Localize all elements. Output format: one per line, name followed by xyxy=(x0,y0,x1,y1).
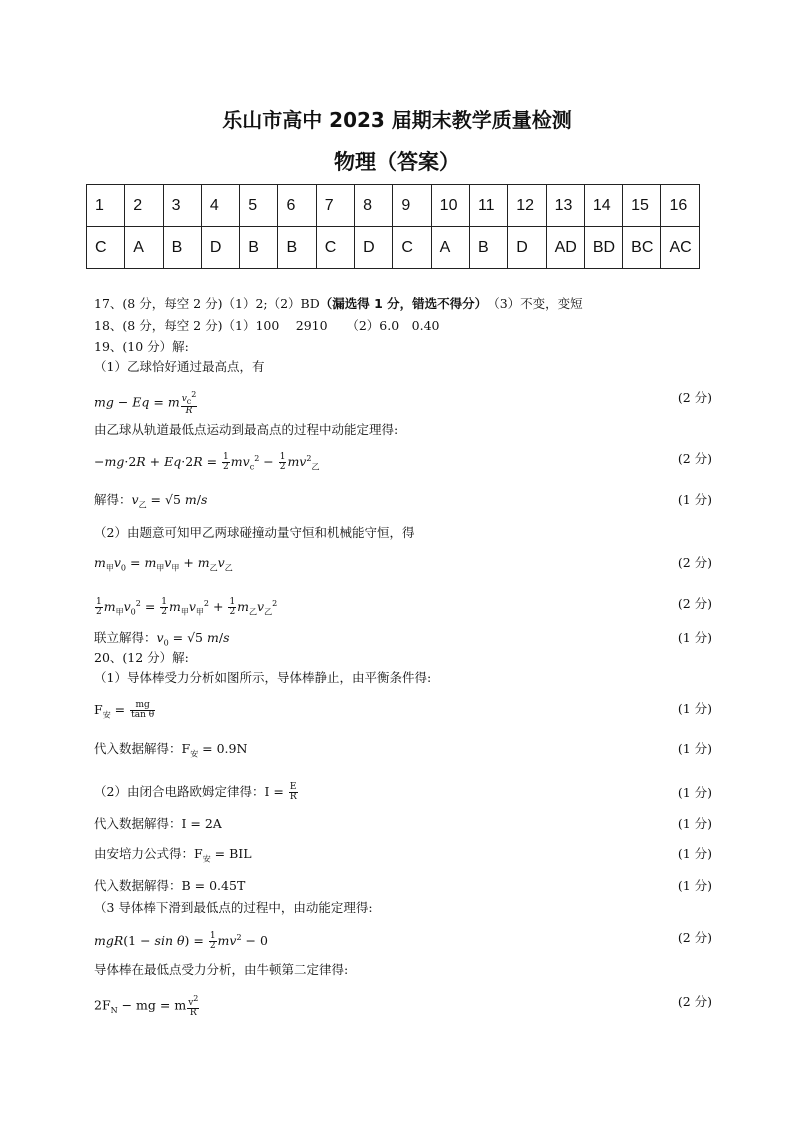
answer-table-answer-cell: C xyxy=(316,227,354,269)
answer-table-answer-cell: BD xyxy=(584,227,622,269)
q19-equation-4: $\frac{1}{2}$ $m_甲v_0^2$ = $\frac{1}{2}$ $m_甲v_甲^2$ + $\frac{1}{2}$ $m_乙v_乙^2$ xyxy=(96,597,278,618)
answer-table-number-cell: 6 xyxy=(278,185,316,227)
q20-score-6: (1 分) xyxy=(677,878,712,893)
q20-line-6: 代入数据解得：B = 0.45T xyxy=(94,878,246,893)
answer-table-number-cell: 8 xyxy=(355,185,393,227)
q19-result-2: 联立解得：$v_0 = √5$ m/s xyxy=(94,630,230,648)
answer-table-answer-cell: D xyxy=(508,227,546,269)
q19-part1: （1）乙球恰好通过最高点，有 xyxy=(94,359,265,374)
q20-line-2: 代入数据解得：$F_安 = 0.9N$ xyxy=(94,741,248,759)
q20-score-4: (1 分) xyxy=(677,816,712,831)
q20-line-5: 由安培力公式得：$F_安$ = BIL xyxy=(94,846,252,864)
q19-score-6: (1 分) xyxy=(677,630,712,645)
q18-line: 18、(8 分，每空 2 分)（1）100 2910 （2）6.0 0.40 xyxy=(94,318,440,333)
answer-table-answer-cell: B xyxy=(278,227,316,269)
q20-score-8: (2 分) xyxy=(677,994,712,1009)
answer-table-number-cell: 14 xyxy=(584,185,622,227)
q19-result-1: 解得：$v_乙 = √5$ m/s xyxy=(94,492,208,510)
q20-score-2: (1 分) xyxy=(677,741,712,756)
answer-table-number-cell: 3 xyxy=(163,185,201,227)
answer-table-number-cell: 1 xyxy=(87,185,125,227)
answer-table-answer-cell: C xyxy=(87,227,125,269)
answer-table-answer-cell: AC xyxy=(661,227,699,269)
q19-score-1: (2 分) xyxy=(677,390,712,405)
answer-table-answer-cell: D xyxy=(201,227,239,269)
answer-table-number-cell: 11 xyxy=(469,185,507,227)
answer-table-answer-cell: D xyxy=(355,227,393,269)
answer-table-number-row xyxy=(87,185,700,227)
q17-prefix: 17、(8 分，每空 2 分)（1）2;（2）BD xyxy=(94,296,320,311)
q19-equation-1: mg − Eq = m $\frac{v_c^2}{R}$ xyxy=(94,390,197,416)
q20-equation-3: $2F_N$ − mg = m $\frac{v^2}{R}$ xyxy=(94,994,199,1018)
answer-table-number-cell: 13 xyxy=(546,185,584,227)
q19-score-5: (2 分) xyxy=(677,596,712,611)
page-subtitle: 物理（答案） xyxy=(334,150,460,174)
answer-table-answer-cell: B xyxy=(163,227,201,269)
q19-score-2: (2 分) xyxy=(677,451,712,466)
answer-table-number-cell: 9 xyxy=(393,185,431,227)
answer-table-number-cell: 16 xyxy=(661,185,699,227)
answer-table xyxy=(86,184,700,269)
q20-score-1: (1 分) xyxy=(677,701,712,716)
answer-table-number-cell: 7 xyxy=(316,185,354,227)
q19-equation-2: −mg·2R + Eq·2R = $\frac{1}{2}$ $mv_c^2$ − $\frac{1}{2}$ $mv^2_乙$ xyxy=(94,452,320,473)
q20-score-3: (1 分) xyxy=(677,785,712,800)
q20-equation-1: $F_安$ = $\frac{mg}{\text{tan θ}}$ xyxy=(94,700,155,720)
q17-suffix: （3）不变，变短 xyxy=(493,296,583,311)
q20-part1: （1）导体棒受力分析如图所示，导体棒静止，由平衡条件得: xyxy=(94,670,432,685)
q20-score-5: (1 分) xyxy=(677,846,712,861)
answer-table-number-cell: 12 xyxy=(508,185,546,227)
q19-equation-3: $m_甲v_0 = m_甲v_甲 + m_乙v_乙$ xyxy=(94,555,233,573)
answer-table-number-cell: 10 xyxy=(431,185,469,227)
q20-line-4: 代入数据解得：I = 2A xyxy=(94,816,222,831)
q17-note: （漏选得 1 分，错选不得分） xyxy=(319,296,481,311)
q19-score-3: (1 分) xyxy=(677,492,712,507)
answer-table-answer-cell: B xyxy=(240,227,278,269)
q20-part4: 导体棒在最低点受力分析，由牛顿第二定律得: xyxy=(94,962,349,977)
answer-table-number-cell: 15 xyxy=(623,185,661,227)
q20-part2: （2）由闭合电路欧姆定律得：I = $\frac{E}{R}$ xyxy=(94,782,297,802)
page-title: 乐山市高中 2023 届期末教学质量检测 xyxy=(222,108,572,132)
answer-table-answer-cell: B xyxy=(469,227,507,269)
answer-table-number-cell: 5 xyxy=(240,185,278,227)
answer-table-answer-cell: BC xyxy=(623,227,661,269)
q20-score-7: (2 分) xyxy=(677,930,712,945)
answer-table-answer-cell: C xyxy=(393,227,431,269)
q17-line xyxy=(94,296,583,312)
answer-table-number-cell: 4 xyxy=(201,185,239,227)
answer-table-answer-cell: AD xyxy=(546,227,584,269)
answer-table-answer-row xyxy=(87,227,700,269)
q19-header: 19、(10 分）解: xyxy=(94,339,189,354)
q20-header: 20、(12 分）解: xyxy=(94,650,189,665)
q20-equation-2: mgR(1 − sin θ) = $\frac{1}{2}$ $mv^2 - 0$ xyxy=(94,931,268,952)
q19-part3: （2）由题意可知甲乙两球碰撞动量守恒和机械能守恒，得 xyxy=(94,525,415,540)
q19-score-4: (2 分) xyxy=(677,555,712,570)
answer-table-number-cell: 2 xyxy=(125,185,163,227)
answer-table-answer-cell: A xyxy=(431,227,469,269)
answer-table-answer-cell: A xyxy=(125,227,163,269)
q20-part3: （3 导体棒下滑到最低点的过程中，由动能定理得: xyxy=(94,900,373,915)
q19-part2: 由乙球从轨道最低点运动到最高点的过程中动能定理得: xyxy=(94,422,399,437)
